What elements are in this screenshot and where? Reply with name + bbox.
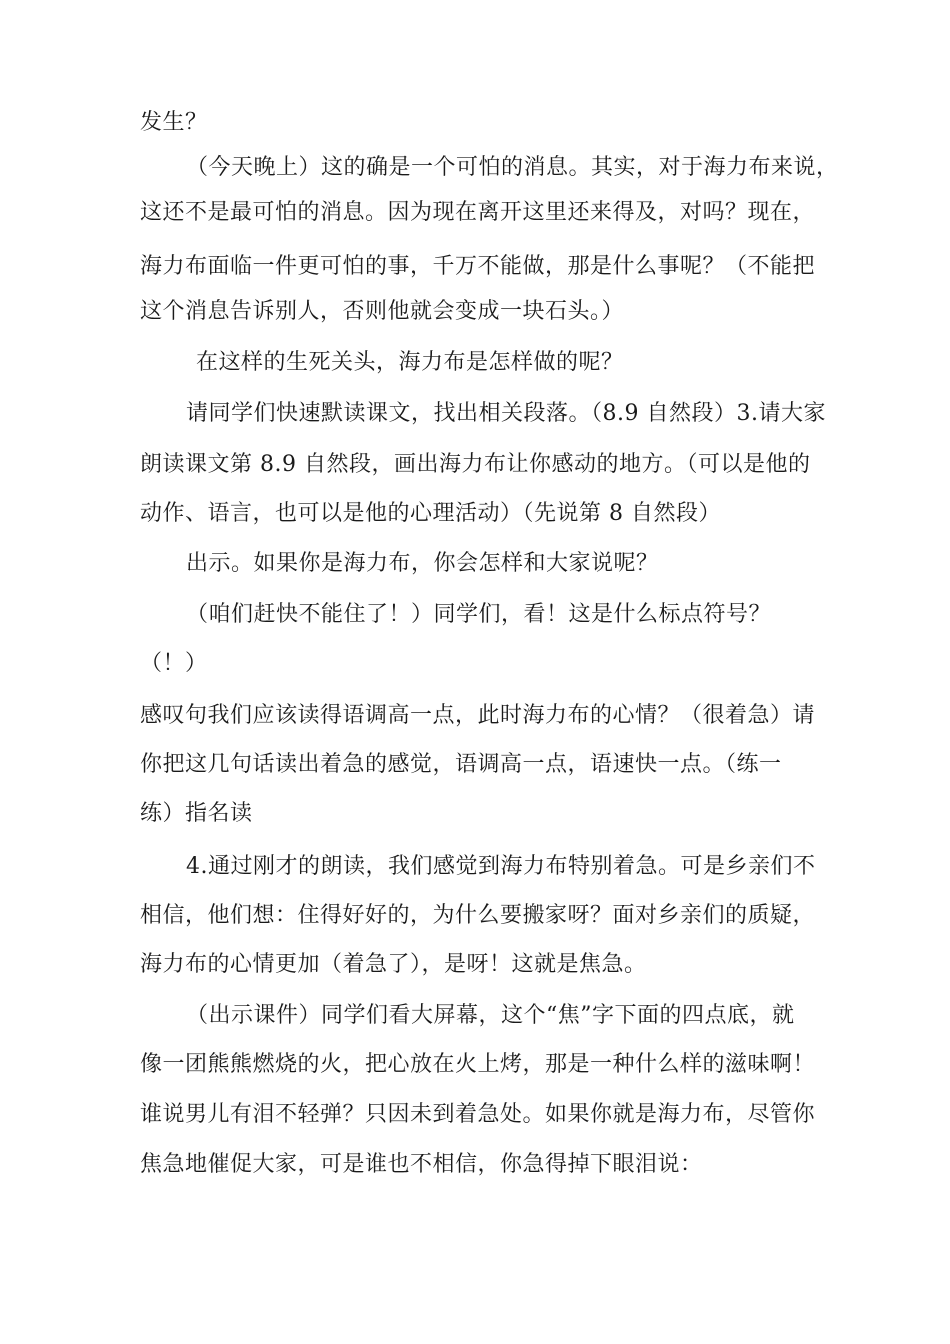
text-line: 海力布的心情更加（着急了），是呀！这就是焦急。 xyxy=(140,952,647,977)
text-line: 这还不是最可怕的消息。因为现在离开这里还来得及，对吗？现在， xyxy=(140,200,816,225)
text-line: 发生？ xyxy=(140,110,208,135)
text-line: 出示。如果你是海力布，你会怎样和大家说呢？ xyxy=(186,551,659,576)
text-line: 相信，他们想：住得好好的，为什么要搬家呀？面对乡亲们的质疑， xyxy=(140,903,816,928)
text-line: 练）指名读 xyxy=(140,801,253,826)
text-line: 朗读课文第 8.9 自然段，画出海力布让你感动的地方。（可以是他的 xyxy=(140,452,811,477)
text-line: 像一团熊熊燃烧的火，把心放在火上烤，那是一种什么样的滋味啊！ xyxy=(140,1052,816,1077)
text-line: 海力布面临一件更可怕的事，千万不能做，那是什么事呢？（不能把 xyxy=(140,254,816,279)
text-line: 感叹句我们应该读得语调高一点，此时海力布的心情？（很着急）请 xyxy=(140,703,816,728)
text-line: 这个消息告诉别人，否则他就会变成一块石头。） xyxy=(140,299,625,324)
text-line: （！） xyxy=(140,651,208,676)
text-line: 谁说男儿有泪不轻弹？只因未到着急处。如果你就是海力布，尽管你 xyxy=(140,1102,816,1127)
text-line: 在这样的生死关头，海力布是怎样做的呢？ xyxy=(196,350,624,375)
text-line: （今天晚上）这的确是一个可怕的消息。其实，对于海力布来说， xyxy=(186,155,839,180)
text-line: 你把这几句话读出着急的感觉，语调高一点，语速快一点。（练一 xyxy=(140,752,782,777)
text-line: （咱们赶快不能住了！）同学们，看！这是什么标点符号？ xyxy=(186,602,772,627)
text-line: 焦急地催促大家，可是谁也不相信，你急得掉下眼泪说： xyxy=(140,1152,703,1177)
text-line: 请同学们快速默读课文，找出相关段落。（8.9 自然段）3.请大家 xyxy=(186,401,826,426)
text-line: 动作、语言，也可以是他的心理活动）（先说第 8 自然段） xyxy=(140,501,721,526)
text-line: 4.通过刚才的朗读，我们感觉到海力布特别着急。可是乡亲们不 xyxy=(186,854,816,879)
text-line: （出示课件）同学们看大屏幕，这个“焦”字下面的四点底，就 xyxy=(186,1003,795,1028)
